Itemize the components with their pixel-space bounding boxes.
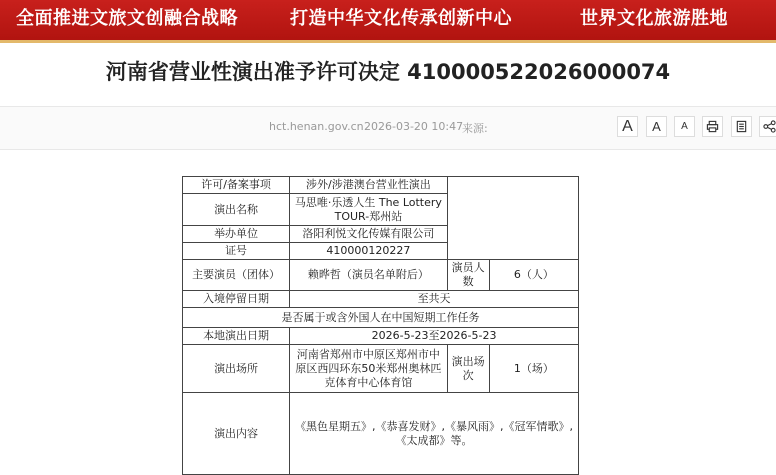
source-site: hct.henan.gov.cn — [269, 120, 364, 133]
performers-value: 赖晔哲（演员名单附后） — [290, 260, 448, 291]
local-date-value: 2026-5-23至2026-5-23 — [290, 328, 579, 345]
table-row — [183, 177, 579, 194]
table-row — [183, 260, 579, 291]
performer-count-label: 演员人数 — [447, 260, 489, 291]
table-row — [183, 308, 579, 328]
venue-value: 河南省郑州市中原区郑州市中原区西四环东50米郑州奥林匹克体育中心体育馆 — [290, 345, 448, 393]
performers-label: 主要演员（团体） — [183, 260, 290, 291]
banner-slogan-1: 全面推进文旅文创融合战略 — [16, 8, 238, 29]
venue-label: 演出场所 — [183, 345, 290, 393]
top-banner — [0, 0, 776, 42]
show-name-value: 马思唯·乐透人生 The Lottery TOUR-郑州站 — [290, 194, 448, 226]
shows-value: 1（场） — [489, 345, 578, 393]
font-small-button[interactable]: A — [674, 116, 695, 137]
banner-slogan-3: 世界文化旅游胜地 — [580, 8, 728, 29]
permit-table — [182, 176, 579, 475]
item-value: 涉外/涉港澳台营业性演出 — [290, 177, 448, 194]
show-name-label: 演出名称 — [183, 194, 290, 226]
item-label: 许可/备案事项 — [183, 177, 290, 194]
page-title: 河南省营业性演出准予许可决定 410000522026000074 — [105, 60, 671, 84]
shows-label: 演出场次 — [447, 345, 489, 393]
font-medium-button[interactable]: A — [646, 116, 667, 137]
organizer-label: 举办单位 — [183, 226, 290, 243]
local-date-label: 本地演出日期 — [183, 328, 290, 345]
foreign-task-question: 是否属于或含外国人在中国短期工作任务 — [183, 308, 579, 328]
stay-date-value: 至共天 — [290, 291, 579, 308]
print-button[interactable] — [702, 116, 723, 137]
share-button[interactable] — [759, 116, 776, 137]
stay-date-label: 入境停留日期 — [183, 291, 290, 308]
license-value: 410000120227 — [290, 243, 448, 260]
content-label: 演出内容 — [183, 393, 290, 475]
printer-icon — [706, 120, 719, 133]
table-row — [183, 345, 579, 393]
banner-slogan-2: 打造中华文化传承创新中心 — [290, 8, 512, 29]
organizer-value: 洛阳利悦文化传媒有限公司 — [290, 226, 448, 243]
performer-count-value: 6（人） — [489, 260, 578, 291]
document-icon — [735, 120, 748, 133]
share-icon — [763, 120, 776, 133]
table-row — [183, 393, 579, 475]
source-label: 来源: — [462, 122, 488, 135]
banner-divider — [0, 40, 776, 43]
blank-cell — [447, 177, 578, 260]
font-large-button[interactable]: A — [617, 116, 638, 137]
table-row — [183, 328, 579, 345]
license-label: 证号 — [183, 243, 290, 260]
document-button[interactable] — [731, 116, 752, 137]
content-value: 《黑色星期五》,《恭喜发财》,《暴风雨》,《冠军情歌》,《太成都》等。 — [290, 393, 579, 475]
table-row — [183, 291, 579, 308]
publish-datetime: 2026-03-20 10:47 — [364, 120, 464, 133]
